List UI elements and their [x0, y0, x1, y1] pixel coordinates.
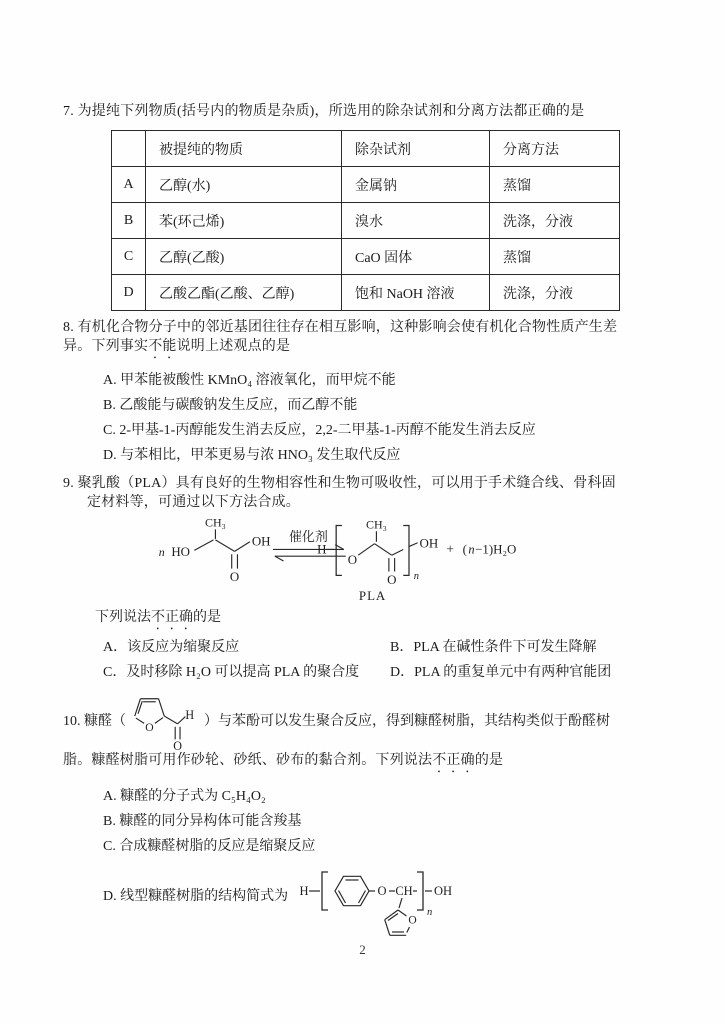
- furan-o-label: O: [145, 721, 154, 735]
- resin-ch-label: CH: [395, 884, 413, 898]
- ring-o-label: O: [347, 551, 358, 567]
- ho-label: HO: [171, 544, 191, 560]
- n-coefficient-label: n: [158, 545, 165, 560]
- cell-substance: 苯(环己烯): [146, 203, 342, 239]
- q9-option-c: C．及时移除 H₂O 可以提高 PLA 的聚合度: [103, 665, 360, 680]
- q10-stem-pre: 10. 糠醛（: [63, 714, 126, 729]
- table-row: [112, 203, 620, 239]
- q9-ask-pre: 下列说法: [95, 610, 151, 625]
- q7-stem: 7. 为提纯下列物质(括号内的物质是杂质)，所选用的除杂试剂和分离方法都正确的是: [63, 104, 585, 119]
- resin-h-label: H: [299, 884, 309, 898]
- q10-option-c: C. 合成糠醛树脂的反应是缩聚反应: [103, 839, 316, 854]
- table-row: [112, 239, 620, 275]
- cell-reagent: CaO 固体: [342, 239, 490, 275]
- q8-option-b: B. 乙酸能与碳酸钠发生反应，而乙醇不能: [103, 398, 358, 413]
- q9-option-a: A．该反应为缩聚反应: [103, 640, 240, 655]
- repeat-carbonyl-o-label: O: [387, 571, 397, 587]
- q9-option-row-2: [103, 660, 667, 685]
- row-label: C: [112, 239, 146, 275]
- cell-substance: 乙醇(乙酸): [146, 239, 342, 275]
- q9-option-b: B．PLA 在碱性条件下可发生降解: [390, 640, 597, 655]
- table-row: [112, 167, 620, 203]
- ch3-repeat-label: CH₃: [366, 517, 387, 532]
- h-end-label: H: [317, 541, 327, 557]
- q8-stem-emphasis: 不能: [148, 339, 177, 354]
- plus-sign: +: [446, 541, 454, 557]
- resin-structure-svg: [296, 863, 471, 945]
- q9-ask-post: 的是: [193, 610, 221, 625]
- q10-option-d: [103, 863, 667, 945]
- cell-method: 洗涤，分液: [490, 275, 620, 311]
- q9-ask-line: [95, 608, 667, 633]
- q8-stem-line1: 8. 有机化合物分子中的邻近基团往往存在相互影响，这种影响会使有机化合物性质产生差: [63, 320, 618, 335]
- resin-n-subscript: n: [427, 907, 433, 918]
- q8-option-a: A. 甲苯能被酸性 KMnO₄ 溶液氧化，而甲烷不能: [103, 373, 396, 388]
- resin-oh-label: OH: [434, 884, 453, 898]
- cell-reagent: 溴水: [342, 203, 490, 239]
- q10-stem-line1: [63, 689, 667, 751]
- water-open-paren: (: [462, 541, 467, 557]
- q9-ask-emphasis: 不正确: [151, 610, 193, 625]
- row-label: D: [112, 275, 146, 311]
- water-n-label: n: [468, 542, 475, 557]
- q10-stem2-emphasis: 不正确: [432, 753, 475, 768]
- pla-product-label: PLA: [358, 588, 387, 604]
- row-label: B: [112, 203, 146, 239]
- q8-stem-line2: [63, 337, 667, 362]
- q10-option-d-label: D. 线型糠醛树脂的结构简式为: [103, 889, 289, 904]
- resin-o-link-label: O: [377, 884, 387, 898]
- q8-option-c: C. 2-甲基-1-丙醇能发生消去反应，2,2-二甲基-1-丙醇不能发生消去反应: [103, 423, 536, 438]
- carbonyl-o-label: O: [229, 569, 240, 585]
- content-column: [63, 102, 667, 945]
- q9-stem-line1: 9. 聚乳酸（PLA）具有良好的生物相容性和生物可吸收性，可以用于手术缝合线、骨科固: [63, 476, 616, 491]
- ch3-label: CH₃: [205, 515, 226, 530]
- header-method: 分离方法: [490, 131, 620, 167]
- oh-end-label: OH: [419, 535, 439, 551]
- cell-method: 蒸馏: [490, 239, 620, 275]
- q10-stem2-pre: 脂。糠醛树脂可用作砂轮、砂纸、砂布的黏合剂。下列说法: [63, 753, 433, 768]
- q10-stem-line2: [63, 751, 667, 776]
- q10-stem2-post: 的是: [474, 753, 504, 768]
- water-formula-label: −1)H₂O: [475, 541, 517, 557]
- aldehyde-o-label: O: [173, 739, 182, 752]
- reaction-scheme-svg: [140, 514, 540, 606]
- q10-option-a: A. 糠醛的分子式为 C₅H₄O₂: [103, 789, 266, 804]
- cell-reagent: 金属钠: [342, 167, 490, 203]
- cell-substance: 乙酸乙酯(乙酸、乙醇): [146, 275, 342, 311]
- resin-furan-o-label: O: [408, 914, 417, 927]
- q9-stem-line2: 定材料等，可通过以下方法合成。: [87, 495, 300, 510]
- header-substance: 被提纯的物质: [146, 131, 342, 167]
- aldehyde-h-label: H: [185, 708, 195, 723]
- purification-table: [111, 130, 620, 311]
- cell-method: 蒸馏: [490, 167, 620, 203]
- header-reagent: 除杂试剂: [342, 131, 490, 167]
- q8-stem-pre: 异。下列事实: [63, 339, 149, 354]
- cell-reagent: 饱和 NaOH 溶液: [342, 275, 490, 311]
- header-empty-cell: [112, 131, 146, 167]
- table-row: [112, 275, 620, 311]
- n-subscript-label: n: [413, 571, 420, 583]
- q10-stem-post: ）与苯酚可以发生聚合反应，得到糠醛树脂，其结构类似于酚醛树: [204, 714, 610, 729]
- q10-option-b: B. 糠醛的同分异构体可能含羧基: [103, 814, 302, 829]
- row-label: A: [112, 167, 146, 203]
- pla-reaction-scheme: [140, 514, 667, 606]
- furfural-structure-svg: [126, 688, 204, 752]
- cell-method: 洗涤，分液: [490, 203, 620, 239]
- q8-option-d: D. 与苯相比，甲苯更易与浓 HNO₃ 发生取代反应: [103, 448, 401, 463]
- catalyst-label: 催化剂: [288, 528, 328, 544]
- table-header-row: [112, 131, 620, 167]
- q8-stem-post: 说明上述观点的是: [176, 339, 291, 354]
- q9-option-d: D．PLA 的重复单元中有两种官能团: [390, 665, 612, 680]
- oh-label: OH: [251, 533, 271, 549]
- page-number: 2: [359, 942, 366, 957]
- q9-option-row-1: [103, 635, 667, 660]
- cell-substance: 乙醇(水): [146, 167, 342, 203]
